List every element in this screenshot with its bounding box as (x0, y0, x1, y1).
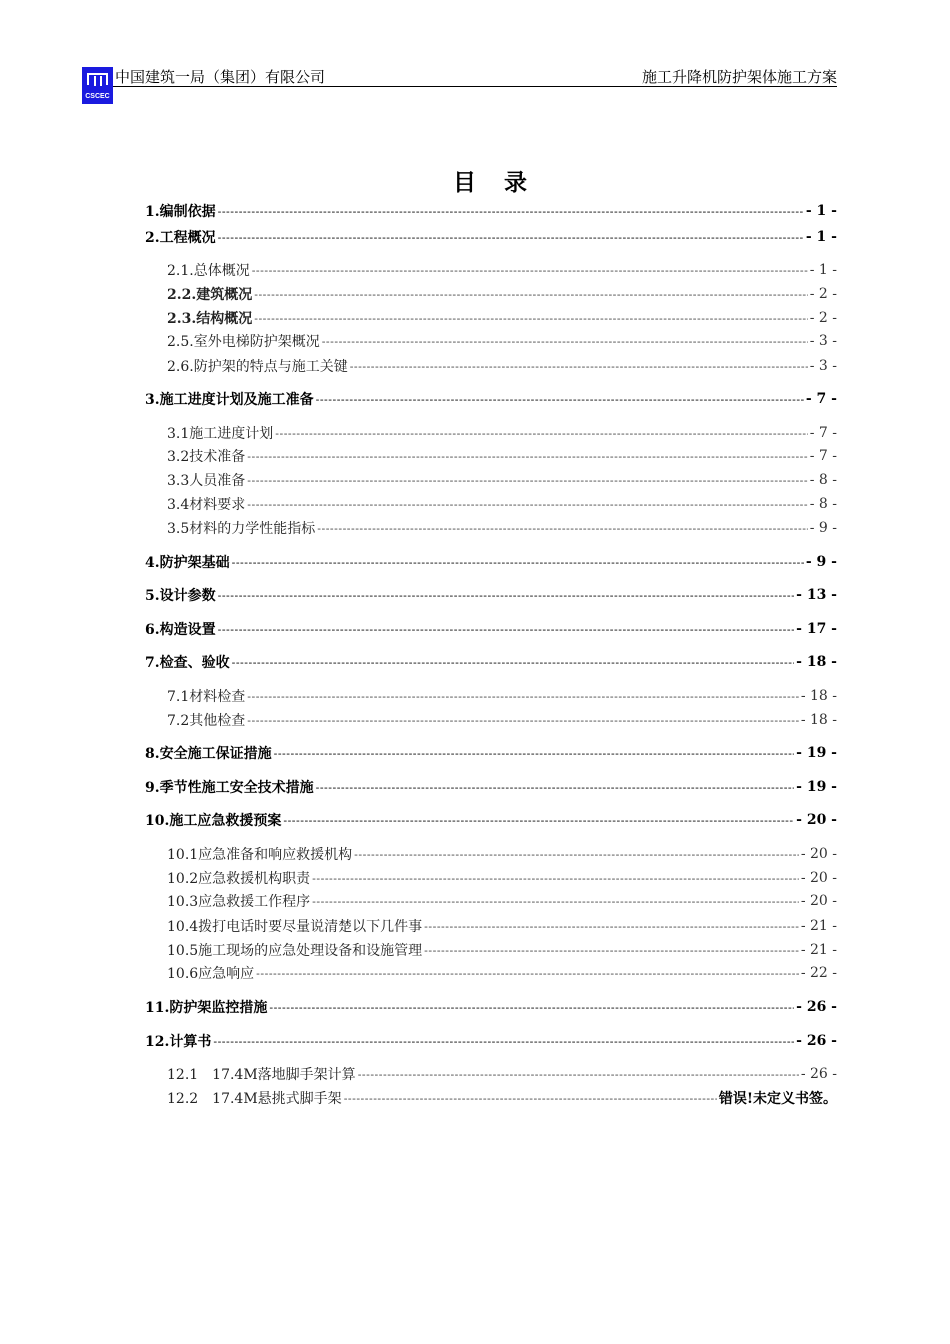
toc-entry[interactable] (145, 997, 837, 1017)
toc-entry-text: 10.6应急响应 (167, 966, 255, 982)
toc-entry-page: - 26 - (796, 999, 837, 1015)
toc-leader-dashes (358, 1068, 799, 1081)
toc-leader-dashes (312, 895, 799, 908)
toc-leader-dashes (344, 1092, 717, 1105)
header-rule (113, 86, 837, 87)
toc-entry[interactable] (145, 470, 837, 490)
toc-entry[interactable] (145, 1031, 837, 1051)
toc-entry-text: 12.计算书 (145, 1034, 212, 1050)
toc-leader-dashes (247, 714, 799, 727)
toc-entry-text: 2.2.建筑概况 (167, 287, 253, 303)
toc-entry-page: - 8 - (809, 496, 837, 512)
toc-entry[interactable] (145, 446, 837, 466)
toc-entry-text: 3.1施工进度计划 (167, 426, 274, 442)
toc-entry-text: 2.1.总体概况 (167, 263, 250, 279)
page-header (82, 64, 837, 104)
toc-entry[interactable] (145, 686, 837, 706)
toc-leader-dashes (256, 967, 799, 980)
toc-entry-text: 10.施工应急救援预案 (145, 813, 282, 829)
toc-leader-dashes (269, 1001, 794, 1014)
company-name: 中国建筑一局（集团）有限公司 (115, 68, 326, 86)
toc-entry[interactable] (145, 552, 837, 572)
toc-entry-text: 10.5施工现场的应急处理设备和设施管理 (167, 943, 423, 959)
toc-entry-page: - 3 - (809, 333, 837, 349)
toc-entry-page: - 8 - (809, 472, 837, 488)
toc-leader-dashes (275, 427, 807, 440)
toc-entry[interactable] (145, 619, 837, 639)
toc-leader-dashes (247, 690, 799, 703)
toc-leader-dashes (254, 288, 807, 301)
toc-leader-dashes (232, 656, 795, 669)
toc-entry-page: - 21 - (800, 918, 837, 934)
toc-entry-text: 5.设计参数 (145, 588, 216, 604)
toc-entry-page: - 7 - (805, 391, 837, 407)
toc-entry[interactable] (145, 585, 837, 605)
toc-entry-text: 3.5材料的力学性能指标 (167, 521, 316, 537)
toc-entry[interactable] (145, 284, 837, 304)
toc-entry[interactable] (145, 868, 837, 888)
toc-entry-text: 12.2 17.4M悬挑式脚手架 (167, 1091, 342, 1107)
toc-entry-text: 2.工程概况 (145, 230, 216, 246)
toc-entry-page: - 18 - (796, 654, 837, 670)
toc-leader-dashes (316, 781, 795, 794)
toc-entry[interactable] (145, 963, 837, 983)
toc-leader-dashes (252, 264, 808, 277)
toc-entry-page: - 17 - (796, 621, 837, 637)
toc-leader-dashes (354, 848, 799, 861)
toc-entry-page: - 9 - (809, 520, 837, 536)
toc-leader-dashes (424, 920, 799, 933)
toc-leader-dashes (247, 474, 807, 487)
toc-entry[interactable] (145, 494, 837, 514)
toc-leader-dashes (218, 231, 804, 244)
toc-entry-text: 1.编制依据 (145, 204, 216, 220)
toc-entry-page: - 20 - (800, 846, 837, 862)
toc-entry-text: 2.6.防护架的特点与施工关键 (167, 359, 348, 375)
toc-entry-page: - 19 - (796, 779, 837, 795)
toc-entry-page: - 26 - (796, 1033, 837, 1049)
toc-entry-text: 12.1 17.4M落地脚手架计算 (167, 1067, 356, 1083)
toc-entry-text: 2.3.结构概况 (167, 311, 253, 327)
toc-entry[interactable] (145, 356, 837, 376)
toc-entry[interactable] (145, 1088, 837, 1108)
toc-entry-page: - 2 - (809, 286, 837, 302)
toc-entry-text: 3.施工进度计划及施工准备 (145, 392, 314, 408)
toc-leader-dashes (424, 944, 799, 957)
toc-title: 目 录 (452, 169, 537, 196)
toc-entry-text: 6.构造设置 (145, 622, 216, 638)
toc-entry[interactable] (145, 389, 837, 409)
toc-leader-dashes (254, 312, 807, 325)
toc-entry[interactable] (145, 652, 837, 672)
toc-entry-page: - 3 - (809, 358, 837, 374)
logo-text: CSCEC (85, 93, 110, 100)
toc-entry-text: 8.安全施工保证措施 (145, 746, 272, 762)
toc-leader-dashes (283, 814, 794, 827)
toc-entry[interactable] (145, 227, 837, 247)
toc-entry[interactable] (145, 1064, 837, 1084)
toc-leader-dashes (218, 205, 804, 218)
toc-leader-dashes (232, 556, 804, 569)
toc-entry-text: 4.防护架基础 (145, 555, 230, 571)
toc-entry-page: - 20 - (800, 893, 837, 909)
toc-entry[interactable] (145, 423, 837, 443)
toc-entry[interactable] (145, 940, 837, 960)
toc-entry[interactable] (145, 810, 837, 830)
toc-entry-text: 10.2应急救援机构职责 (167, 871, 311, 887)
toc-entry-page: - 20 - (800, 870, 837, 886)
toc-entry-page: - 19 - (796, 745, 837, 761)
toc-entry-page: - 18 - (800, 712, 837, 728)
toc-entry-text: 11.防护架监控措施 (145, 1000, 268, 1016)
toc-entry-page: - 26 - (800, 1066, 837, 1082)
toc-entry-text: 10.1应急准备和响应救援机构 (167, 847, 353, 863)
toc-leader-dashes (247, 450, 807, 463)
toc-entry-page: - 20 - (796, 812, 837, 828)
toc-entry[interactable] (145, 201, 837, 221)
toc-entry-page: - 13 - (796, 587, 837, 603)
toc-leader-dashes (317, 522, 807, 535)
toc-leader-dashes (247, 498, 807, 511)
toc-entry[interactable] (145, 844, 837, 864)
company-logo (82, 67, 113, 104)
toc-leader-dashes (213, 1035, 794, 1048)
toc-entry[interactable] (145, 777, 837, 797)
toc-leader-dashes (218, 623, 795, 636)
toc-entry-page: - 18 - (800, 688, 837, 704)
toc-entry-page: - 9 - (805, 554, 837, 570)
toc-entry[interactable] (145, 260, 837, 280)
toc-entry-text: 7.1材料检查 (167, 689, 246, 705)
toc-entry-text: 3.2技术准备 (167, 449, 246, 465)
toc-entry[interactable] (145, 710, 837, 730)
toc-leader-dashes (274, 747, 795, 760)
toc-entry[interactable] (145, 916, 837, 936)
toc-entry[interactable] (145, 308, 837, 328)
toc-entry[interactable] (145, 331, 837, 351)
toc-entry-page: - 1 - (805, 229, 837, 245)
toc-entry[interactable] (145, 891, 837, 911)
toc-entry-page: 错误!未定义书签。 (718, 1091, 837, 1107)
toc-leader-dashes (322, 335, 808, 348)
toc-entry[interactable] (145, 743, 837, 763)
toc-entry-page: - 7 - (809, 425, 837, 441)
toc-leader-dashes (316, 393, 804, 406)
toc-entry-text: 7.2其他检查 (167, 713, 246, 729)
toc-entry-page: - 7 - (809, 448, 837, 464)
toc-entry-text: 3.4材料要求 (167, 497, 246, 513)
toc-entry-page: - 1 - (809, 262, 837, 278)
toc-leader-dashes (350, 360, 808, 373)
toc-entry-page: - 22 - (800, 965, 837, 981)
toc-entry-text: 10.3应急救援工作程序 (167, 894, 311, 910)
toc-entry[interactable] (145, 518, 837, 538)
toc-leader-dashes (312, 872, 799, 885)
toc-entry-text: 10.4拨打电话时要尽量说清楚以下几件事 (167, 919, 423, 935)
toc-entry-page: - 2 - (809, 310, 837, 326)
toc-entry-page: - 21 - (800, 942, 837, 958)
toc-leader-dashes (218, 589, 795, 602)
toc-entry-text: 2.5.室外电梯防护架概况 (167, 334, 320, 350)
toc-entry-text: 7.检查、验收 (145, 655, 230, 671)
toc-entry-text: 9.季节性施工安全技术措施 (145, 780, 314, 796)
document-title: 施工升降机防护架体施工方案 (641, 68, 837, 86)
toc-entry-text: 3.3人员准备 (167, 473, 246, 489)
toc-entry-page: - 1 - (805, 203, 837, 219)
